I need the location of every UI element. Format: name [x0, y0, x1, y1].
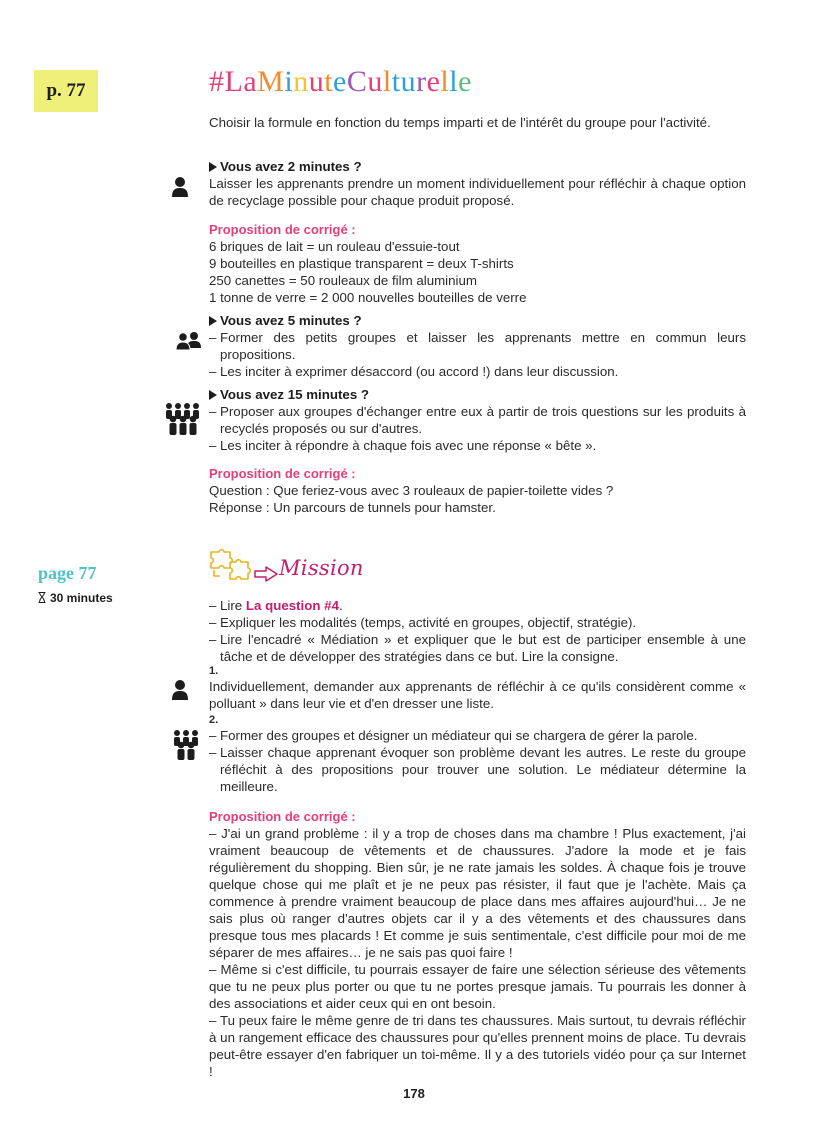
title-letter: M: [257, 65, 285, 98]
list-item: – Lire l'encadré « Médiation » et expliquer que le but est de participer ensemble à une tâche et de développer des stratégies dans ce but. Lire la consigne.: [209, 631, 746, 665]
title-letter: l: [449, 65, 459, 98]
title-letter: e: [333, 65, 347, 98]
title-letter: u: [400, 65, 417, 98]
mission-steps: [209, 597, 746, 665]
corrige-1-label: Proposition de corrigé :: [209, 222, 356, 237]
hourglass-icon: [38, 592, 46, 603]
group-icon: [172, 729, 200, 761]
list-item: – Expliquer les modalités (temps, activité en groupes, objectif, stratégie).: [209, 614, 746, 631]
step-1-number: 1.: [209, 665, 219, 677]
step-2-number: 2.: [209, 714, 219, 726]
corrige-3-paragraph: – Tu peux faire le même genre de tri dans tes chaussures. Mais surtout, tu devrais réfléchir à un rangement efficace des chaussures pour qu'elles prennent moins de place. Tu devrais peut-être essayer d'en fabriquer un toi-même. Il y a des tutoriels vidéo pour ça sur Internet !: [209, 1013, 746, 1079]
corrige-2: [209, 465, 746, 516]
triangle-bullet-icon: [209, 316, 217, 326]
corrige-1-line: 6 briques de lait = un rouleau d'essuie-tout: [209, 239, 460, 254]
list-item: – Laisser chaque apprenant évoquer son problème devant les autres. Le reste du groupe réfléchit à des propositions pour trouver une solution. Le médiateur détermine la meilleure.: [209, 744, 746, 795]
corrige-3-paragraph: – J'ai un grand problème : il y a trop de choses dans ma chambre ! Plus exactement, j'ai vraiment beaucoup de vêtements et de chaussures. J'adore la mode et je fais régulièrement du shopping. Bien sûr, je ne rate jamais les soldes. À chaque fois je trouve quelque chose qui me plaît et je ne peux pas résister, il faut que je l'achète. Mais ça commence à prendre vraiment beaucoup de place dans mes affaires aujourd'hui… Je ne sais plus où ranger d'autres objets car il y a des vêtements et des chaussures dans presque tous mes placards ! Et comme je suis sentimentale, c'est difficile pour moi de me séparer de mes affaires… je ne sais pas quoi faire !: [209, 826, 746, 960]
title-letter: a: [243, 65, 258, 98]
title-letter: t: [324, 65, 334, 98]
corrige-1-line: 1 tonne de verre = 2 000 nouvelles bouteilles de verre: [209, 290, 527, 305]
title-letter: i: [284, 65, 294, 98]
block-5-heading: Vous avez 5 minutes ?: [209, 312, 746, 329]
block-5-minutes: [209, 312, 746, 380]
duration: 30 minutes: [38, 591, 113, 605]
title-letter: e: [458, 65, 472, 98]
large-group-icon: [164, 402, 202, 436]
arrow-right-icon: [254, 566, 278, 582]
title-letter: l: [382, 65, 392, 98]
page-77-label: page 77: [38, 563, 97, 583]
corrige-3: [209, 808, 746, 1080]
question-link[interactable]: La question #4: [245, 598, 339, 613]
title-letter: u: [308, 65, 325, 98]
corrige-1-line: 250 canettes = 50 rouleaux de film aluminium: [209, 273, 477, 288]
block-15-minutes: [209, 386, 746, 454]
triangle-bullet-icon: [209, 162, 217, 172]
page-title: [209, 62, 472, 102]
page-badge: p. 77: [34, 70, 98, 112]
list-item: – Lire La question #4.: [209, 597, 746, 614]
title-letter: C: [346, 65, 368, 98]
title-letter: L: [224, 65, 244, 98]
list-item: – Les inciter à répondre à chaque fois avec une réponse « bête ».: [209, 437, 746, 454]
triangle-bullet-icon: [209, 390, 217, 400]
mission-heading: Mission: [279, 556, 364, 580]
list-item: – Les inciter à exprimer désaccord (ou accord !) dans leur discussion.: [209, 363, 746, 380]
corrige-2-line: Réponse : Un parcours de tunnels pour hamster.: [209, 500, 496, 515]
corrige-3-paragraph: – Même si c'est difficile, tu pourrais essayer de faire une sélection sérieuse des vêtements que tu ne peux plus porter ou que tu ne portes presque jamais. Tu pourrais les donner à des associations et aider ceux qui en ont besoin.: [209, 962, 746, 1011]
list-item: – Former des petits groupes et laisser les apprenants mettre en commun leurs propositions.: [209, 329, 746, 363]
corrige-3-label: Proposition de corrigé :: [209, 809, 356, 824]
list-item: – Proposer aux groupes d'échanger entre eux à partir de trois questions sur les produits à recyclés proposés ou sur d'autres.: [209, 403, 746, 437]
single-person-icon: [170, 679, 190, 701]
step-1-text: Individuellement, demander aux apprenants de réfléchir à ce qu'ils considèrent comme « polluant » dans leur vie et d'en dresser une liste.: [209, 679, 746, 711]
block-2-minutes: [209, 158, 746, 209]
block-2-heading: Vous avez 2 minutes ?: [209, 158, 746, 175]
corrige-1-line: 9 bouteilles en plastique transparent = deux T-shirts: [209, 256, 514, 271]
title-letter: e: [426, 65, 441, 98]
puzzle-icon: [208, 548, 252, 582]
page-number: 178: [403, 1086, 425, 1101]
two-people-icon: [175, 331, 203, 351]
title-letter: r: [416, 65, 427, 98]
title-letter: n: [293, 65, 309, 98]
corrige-1: [209, 221, 746, 306]
title-letter: u: [367, 65, 383, 98]
title-letter: #: [209, 65, 225, 98]
block-15-heading: Vous avez 15 minutes ?: [209, 386, 746, 403]
corrige-2-label: Proposition de corrigé :: [209, 466, 356, 481]
title-letter: l: [440, 65, 450, 98]
corrige-2-line: Question : Que feriez-vous avec 3 rouleaux de papier-toilette vides ?: [209, 483, 614, 498]
block-2-text: Laisser les apprenants prendre un moment individuellement pour réfléchir à chaque option de recyclage possible pour chaque produit proposé.: [209, 176, 746, 208]
intro-text: Choisir la formule en fonction du temps imparti et de l'intérêt du groupe pour l'activité.: [209, 115, 711, 130]
list-item: – Former des groupes et désigner un médiateur qui se chargera de gérer la parole.: [209, 727, 746, 744]
step-1: [209, 664, 746, 712]
single-person-icon: [170, 176, 190, 198]
step-2: [209, 713, 746, 795]
title-letter: t: [391, 65, 401, 98]
